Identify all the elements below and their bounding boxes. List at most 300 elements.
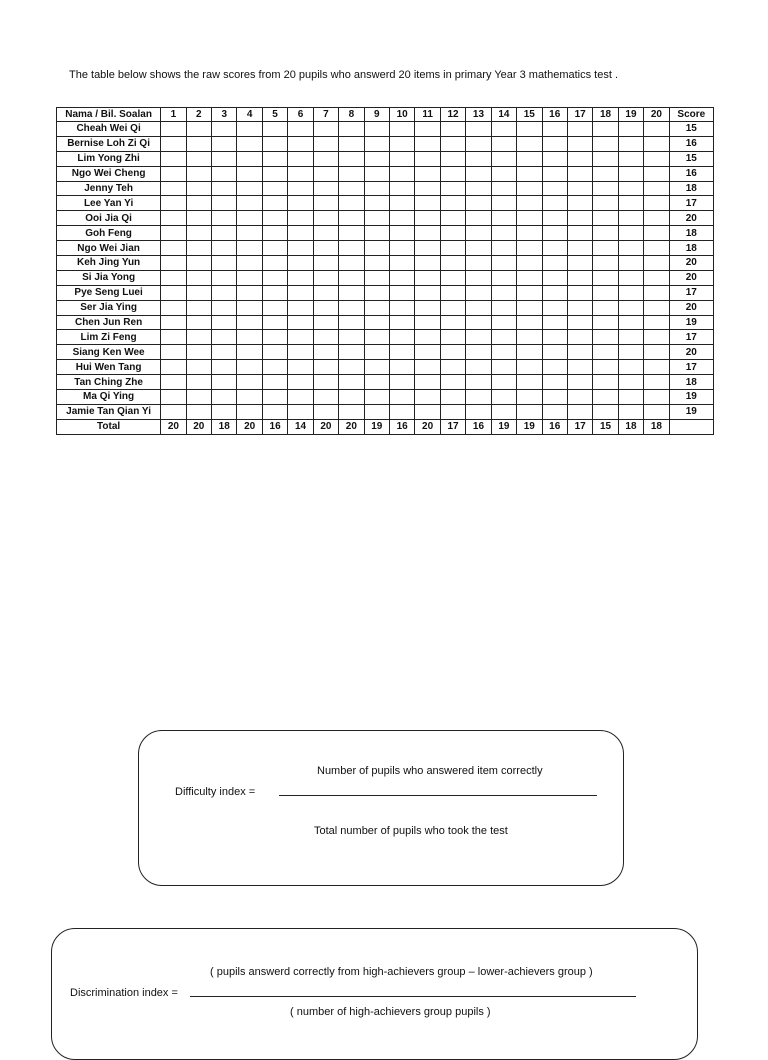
item-cell [237, 375, 262, 390]
item-cell [237, 360, 262, 375]
item-cell [440, 270, 465, 285]
item-cell [288, 151, 313, 166]
item-cell [186, 211, 211, 226]
table-row [57, 211, 714, 226]
item-total: 16 [262, 419, 287, 434]
item-cell [415, 181, 440, 196]
item-cell [644, 360, 669, 375]
table-row [57, 196, 714, 211]
table-row [57, 241, 714, 256]
item-cell [491, 181, 516, 196]
item-cell [415, 375, 440, 390]
item-cell [466, 300, 491, 315]
difficulty-denominator: Total number of pupils who took the test [314, 825, 508, 837]
item-cell [542, 300, 567, 315]
item-cell [237, 166, 262, 181]
item-cell [466, 136, 491, 151]
pupil-name: Cheah Wei Qi [57, 122, 161, 137]
table-row [57, 345, 714, 360]
item-cell [466, 196, 491, 211]
item-cell [618, 181, 643, 196]
item-cell [440, 345, 465, 360]
item-cell [212, 330, 237, 345]
item-cell [389, 360, 414, 375]
item-cell [262, 122, 287, 137]
item-cell [491, 300, 516, 315]
item-column-header: 6 [288, 108, 313, 122]
item-cell [237, 241, 262, 256]
item-cell [313, 270, 338, 285]
pupil-name: Ooi Jia Qi [57, 211, 161, 226]
item-cell [364, 241, 389, 256]
item-cell [212, 181, 237, 196]
pupil-score: 15 [669, 151, 713, 166]
item-cell [237, 151, 262, 166]
item-column-header: 11 [415, 108, 440, 122]
item-cell [440, 404, 465, 419]
item-cell [542, 315, 567, 330]
discrimination-label: Discrimination index = [70, 987, 178, 999]
item-cell [364, 166, 389, 181]
item-cell [466, 241, 491, 256]
item-cell [517, 285, 542, 300]
item-cell [237, 181, 262, 196]
item-cell [161, 404, 186, 419]
item-cell [364, 270, 389, 285]
item-cell [339, 196, 364, 211]
pupil-score: 19 [669, 315, 713, 330]
item-cell [491, 270, 516, 285]
item-cell [440, 241, 465, 256]
item-cell [389, 330, 414, 345]
item-cell [262, 256, 287, 271]
item-cell [440, 360, 465, 375]
item-cell [288, 345, 313, 360]
item-total: 18 [618, 419, 643, 434]
item-cell [593, 270, 618, 285]
item-cell [517, 360, 542, 375]
item-cell [212, 151, 237, 166]
item-cell [161, 390, 186, 405]
item-cell [237, 256, 262, 271]
item-cell [567, 226, 592, 241]
item-cell [618, 256, 643, 271]
item-cell [415, 256, 440, 271]
item-cell [364, 330, 389, 345]
item-cell [542, 211, 567, 226]
item-cell [364, 226, 389, 241]
item-cell [593, 122, 618, 137]
item-cell [491, 166, 516, 181]
item-cell [212, 270, 237, 285]
item-cell [491, 375, 516, 390]
pupil-score: 18 [669, 226, 713, 241]
item-cell [618, 300, 643, 315]
item-cell [593, 166, 618, 181]
item-cell [237, 285, 262, 300]
item-cell [389, 270, 414, 285]
item-cell [517, 300, 542, 315]
item-cell [161, 226, 186, 241]
item-cell [644, 375, 669, 390]
item-cell [212, 375, 237, 390]
pupil-name: Pye Seng Luei [57, 285, 161, 300]
item-cell [644, 285, 669, 300]
item-cell [262, 375, 287, 390]
item-cell [567, 181, 592, 196]
item-cell [237, 211, 262, 226]
pupil-name: Jenny Teh [57, 181, 161, 196]
item-cell [288, 136, 313, 151]
item-cell [313, 315, 338, 330]
item-cell [618, 404, 643, 419]
item-cell [237, 404, 262, 419]
item-cell [618, 285, 643, 300]
item-cell [313, 330, 338, 345]
item-cell [440, 285, 465, 300]
item-cell [212, 136, 237, 151]
item-column-header: 1 [161, 108, 186, 122]
item-cell [567, 270, 592, 285]
item-cell [389, 166, 414, 181]
item-cell [339, 300, 364, 315]
item-total: 17 [440, 419, 465, 434]
item-column-header: 17 [567, 108, 592, 122]
item-cell [389, 300, 414, 315]
difficulty-index-box [138, 730, 624, 886]
item-cell [288, 256, 313, 271]
pupil-score: 19 [669, 390, 713, 405]
item-cell [644, 241, 669, 256]
item-cell [389, 390, 414, 405]
item-cell [618, 330, 643, 345]
item-column-header: 4 [237, 108, 262, 122]
item-cell [339, 375, 364, 390]
item-cell [440, 211, 465, 226]
item-cell [339, 270, 364, 285]
item-cell [212, 360, 237, 375]
item-column-header: 2 [186, 108, 211, 122]
item-cell [339, 360, 364, 375]
item-cell [415, 330, 440, 345]
item-cell [593, 256, 618, 271]
item-cell [212, 256, 237, 271]
total-label: Total [57, 419, 161, 434]
item-cell [644, 256, 669, 271]
item-total: 16 [389, 419, 414, 434]
item-cell [593, 404, 618, 419]
item-cell [339, 285, 364, 300]
item-cell [567, 330, 592, 345]
pupil-score: 19 [669, 404, 713, 419]
item-cell [644, 151, 669, 166]
item-cell [415, 285, 440, 300]
item-cell [339, 256, 364, 271]
item-cell [313, 390, 338, 405]
item-cell [593, 196, 618, 211]
item-cell [415, 270, 440, 285]
item-cell [364, 300, 389, 315]
item-cell [593, 345, 618, 360]
pupil-score: 17 [669, 330, 713, 345]
item-cell [364, 285, 389, 300]
item-total: 15 [593, 419, 618, 434]
item-cell [313, 375, 338, 390]
item-cell [517, 345, 542, 360]
item-cell [567, 136, 592, 151]
item-cell [644, 404, 669, 419]
pupil-name: Ma Qi Ying [57, 390, 161, 405]
item-cell [389, 241, 414, 256]
item-cell [491, 330, 516, 345]
item-cell [237, 390, 262, 405]
item-cell [161, 151, 186, 166]
item-cell [288, 226, 313, 241]
item-cell [466, 404, 491, 419]
item-cell [618, 390, 643, 405]
pupil-score: 20 [669, 300, 713, 315]
pupil-name: Ngo Wei Jian [57, 241, 161, 256]
item-total: 20 [415, 419, 440, 434]
item-cell [186, 285, 211, 300]
item-cell [339, 151, 364, 166]
table-row [57, 136, 714, 151]
item-cell [567, 122, 592, 137]
pupil-name: Si Jia Yong [57, 270, 161, 285]
item-cell [262, 345, 287, 360]
item-cell [517, 211, 542, 226]
item-cell [161, 375, 186, 390]
item-cell [491, 211, 516, 226]
item-cell [517, 330, 542, 345]
item-cell [542, 285, 567, 300]
item-cell [491, 196, 516, 211]
item-column-header: 13 [466, 108, 491, 122]
item-cell [593, 300, 618, 315]
item-cell [593, 136, 618, 151]
item-cell [262, 196, 287, 211]
item-cell [186, 196, 211, 211]
item-cell [364, 196, 389, 211]
item-cell [389, 196, 414, 211]
item-column-header: 14 [491, 108, 516, 122]
item-cell [161, 256, 186, 271]
item-column-header: 8 [339, 108, 364, 122]
item-cell [415, 226, 440, 241]
item-cell [466, 315, 491, 330]
item-column-header: 18 [593, 108, 618, 122]
item-cell [364, 345, 389, 360]
difficulty-numerator: Number of pupils who answered item correctly [317, 765, 543, 777]
item-cell [517, 196, 542, 211]
item-cell [466, 181, 491, 196]
item-cell [212, 166, 237, 181]
item-cell [262, 211, 287, 226]
item-cell [517, 151, 542, 166]
item-total: 20 [161, 419, 186, 434]
item-cell [237, 330, 262, 345]
item-cell [593, 181, 618, 196]
item-cell [440, 375, 465, 390]
item-cell [415, 241, 440, 256]
item-cell [491, 151, 516, 166]
item-cell [288, 270, 313, 285]
score-total [669, 419, 713, 434]
item-cell [567, 196, 592, 211]
item-cell [415, 166, 440, 181]
item-cell [237, 345, 262, 360]
item-cell [237, 226, 262, 241]
item-total: 17 [567, 419, 592, 434]
pupil-name: Ngo Wei Cheng [57, 166, 161, 181]
difficulty-fraction-bar [279, 795, 597, 796]
item-cell [440, 256, 465, 271]
item-cell [517, 256, 542, 271]
table-row [57, 151, 714, 166]
item-cell [542, 256, 567, 271]
item-cell [364, 390, 389, 405]
item-cell [466, 226, 491, 241]
item-cell [466, 390, 491, 405]
item-total: 20 [237, 419, 262, 434]
item-cell [364, 211, 389, 226]
item-cell [415, 211, 440, 226]
item-cell [364, 375, 389, 390]
item-cell [644, 226, 669, 241]
item-cell [440, 196, 465, 211]
item-cell [415, 122, 440, 137]
item-cell [364, 122, 389, 137]
item-cell [491, 315, 516, 330]
item-cell [440, 166, 465, 181]
pupil-score: 18 [669, 181, 713, 196]
table-row [57, 226, 714, 241]
item-cell [517, 375, 542, 390]
item-cell [313, 241, 338, 256]
item-cell [389, 151, 414, 166]
table-row [57, 181, 714, 196]
item-cell [466, 360, 491, 375]
item-cell [567, 300, 592, 315]
item-cell [161, 181, 186, 196]
item-cell [161, 330, 186, 345]
item-cell [161, 211, 186, 226]
item-cell [364, 181, 389, 196]
discrimination-numerator: ( pupils answerd correctly from high-achievers group – lower-achievers group ) [210, 966, 593, 978]
item-cell [618, 345, 643, 360]
item-cell [542, 122, 567, 137]
item-cell [313, 404, 338, 419]
item-cell [339, 315, 364, 330]
item-cell [161, 285, 186, 300]
item-column-header: 20 [644, 108, 669, 122]
item-total: 16 [466, 419, 491, 434]
item-cell [313, 300, 338, 315]
item-cell [517, 241, 542, 256]
item-cell [288, 300, 313, 315]
item-cell [567, 211, 592, 226]
item-cell [644, 196, 669, 211]
pupil-score: 15 [669, 122, 713, 137]
item-cell [186, 375, 211, 390]
pupil-name: Hui Wen Tang [57, 360, 161, 375]
item-cell [262, 151, 287, 166]
item-cell [567, 285, 592, 300]
item-total: 19 [491, 419, 516, 434]
item-cell [542, 136, 567, 151]
pupil-name: Lee Yan Yi [57, 196, 161, 211]
item-cell [262, 270, 287, 285]
item-cell [339, 181, 364, 196]
item-cell [161, 315, 186, 330]
item-cell [644, 136, 669, 151]
item-cell [389, 345, 414, 360]
item-cell [542, 360, 567, 375]
pupil-name: Lim Zi Feng [57, 330, 161, 345]
pupil-name: Ser Jia Ying [57, 300, 161, 315]
item-cell [364, 315, 389, 330]
item-total: 20 [313, 419, 338, 434]
item-cell [161, 300, 186, 315]
item-cell [415, 300, 440, 315]
pupil-score: 18 [669, 241, 713, 256]
table-row [57, 256, 714, 271]
item-cell [237, 270, 262, 285]
pupil-name: Lim Yong Zhi [57, 151, 161, 166]
item-cell [288, 315, 313, 330]
item-cell [262, 315, 287, 330]
item-cell [262, 166, 287, 181]
item-cell [313, 360, 338, 375]
table-row [57, 270, 714, 285]
item-cell [288, 181, 313, 196]
item-cell [644, 315, 669, 330]
item-cell [618, 360, 643, 375]
item-cell [491, 136, 516, 151]
item-cell [567, 345, 592, 360]
item-cell [593, 211, 618, 226]
item-cell [593, 390, 618, 405]
score-column-header: Score [669, 108, 713, 122]
item-cell [415, 136, 440, 151]
item-cell [262, 390, 287, 405]
item-cell [212, 345, 237, 360]
item-cell [186, 345, 211, 360]
pupil-name: Keh Jing Yun [57, 256, 161, 271]
item-cell [644, 181, 669, 196]
item-cell [491, 360, 516, 375]
item-cell [440, 151, 465, 166]
item-cell [517, 315, 542, 330]
instructions-text: The table below shows the raw scores from 20 pupils who answerd 20 items in primary Year 3 mathematics test . [69, 69, 619, 81]
item-cell [542, 375, 567, 390]
item-cell [389, 404, 414, 419]
item-cell [491, 226, 516, 241]
item-cell [440, 226, 465, 241]
item-cell [466, 151, 491, 166]
item-cell [389, 285, 414, 300]
table-row [57, 315, 714, 330]
item-total: 14 [288, 419, 313, 434]
item-cell [313, 181, 338, 196]
item-cell [389, 256, 414, 271]
item-cell [339, 226, 364, 241]
item-cell [212, 285, 237, 300]
item-cell [440, 122, 465, 137]
item-cell [415, 390, 440, 405]
item-cell [618, 315, 643, 330]
item-cell [567, 315, 592, 330]
